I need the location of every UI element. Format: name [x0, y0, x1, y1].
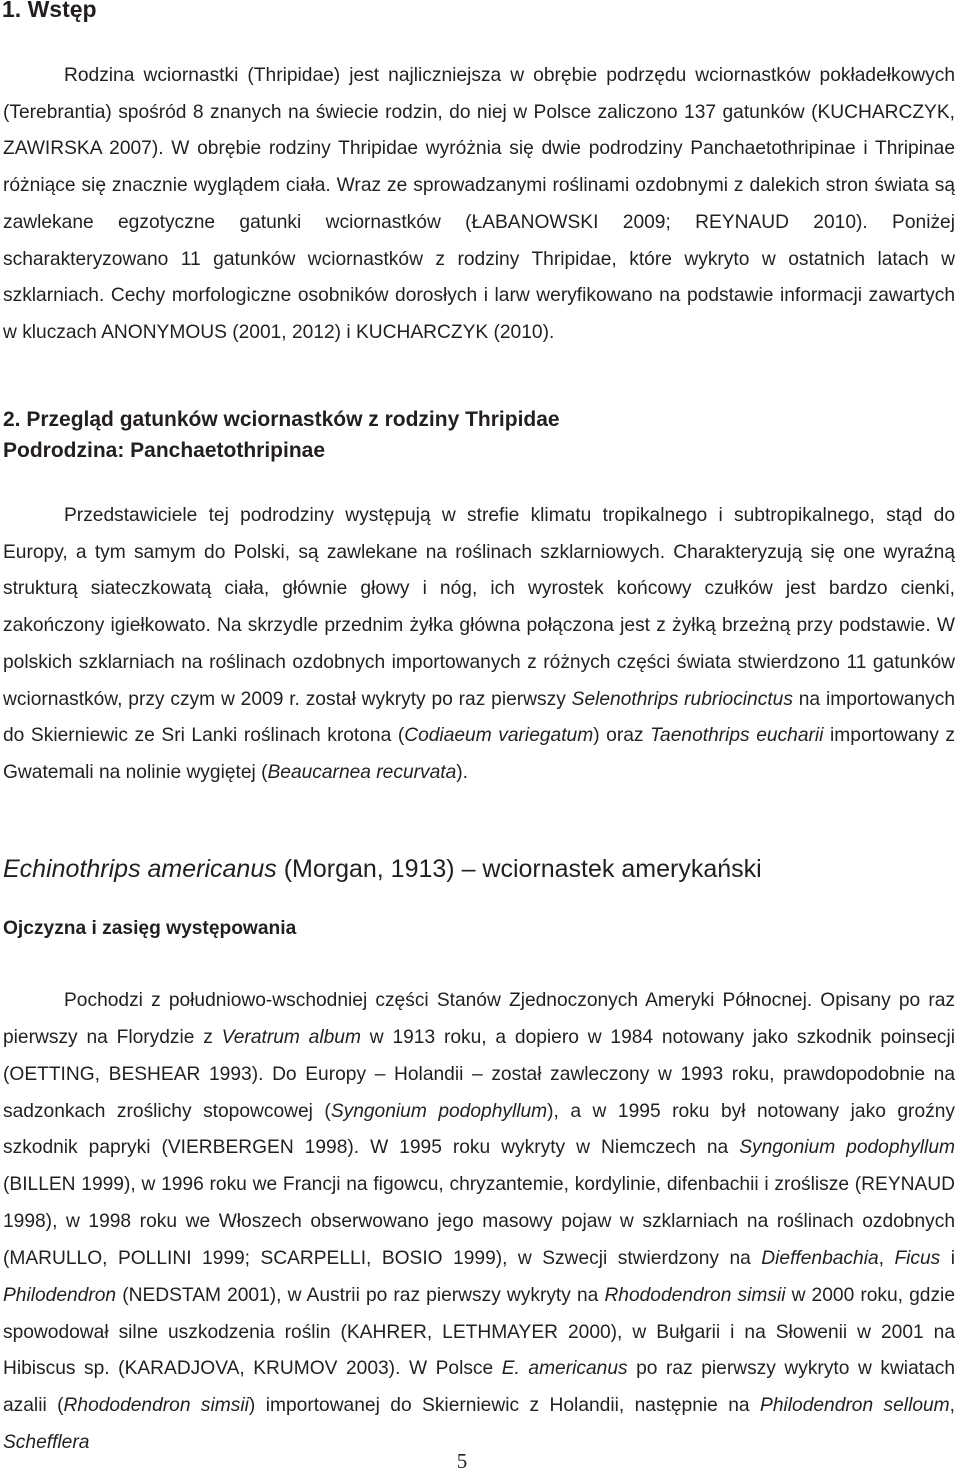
species-name: Taenothrips eucharii: [650, 725, 824, 747]
species-name: Codiaeum variegatum: [404, 725, 594, 747]
species-name: E. americanus: [501, 1358, 628, 1380]
text-run: (NEDSTAM 2001), w Austrii po raz pierwszy wykryty na: [116, 1284, 605, 1306]
subfamily-paragraph: [3, 498, 955, 792]
text-run: Pochodzi z południowo-wschodniej części Stanów Zjednoczonych Ameryki Północnej. Opisany po raz pierwszy na Florydzie z: [3, 990, 955, 1048]
text-run: w 1913 roku, a dopiero w 1984 notowany jako szkodnik poinsecji (OETTING, BESHEAR 1993). Do Europy – Holandii – został zawleczony w 1993 roku, prawdopodobnie na sadzonkach zroślichy stopowcowej (: [3, 1026, 955, 1122]
species-name: Rhododendron simsii: [604, 1284, 786, 1306]
origin-heading: Ojczyzna i zasięg występowania: [3, 918, 297, 939]
text-run: importowany z Gwatemali na nolinie wygiętej (: [3, 725, 955, 783]
species-name: Philodendron: [3, 1284, 117, 1306]
origin-paragraph: [3, 983, 955, 1462]
subfamily-title: Podrodzina: Panchaetothripinae: [3, 439, 326, 462]
text-run: ) importowanej do Skierniewic z Holandii, następnie na: [248, 1395, 761, 1417]
intro-paragraph: Rodzina wciornastki (Thripidae) jest najliczniejsza w obrębie podrzędu wciornastków pokładełkowych (Terebrantia) spośród 8 znanych na świecie rodzin, do niej w Polsce zaliczono 137 gatunków (KUCHARCZYK, ZAWIRSKA 2007). W obrębie rodziny Thripidae wyróżnia się dwie podrodziny Panchaetothripinae i Thripinae różniące się znacznie wyglądem ciała. Wraz ze sprowadzanymi roślinami ozdobnymi z dalekich stron świata są zawlekane egzotyczne gatunki wciornastków (ŁABANOWSKI 2009; REYNAUD 2010). Poniżej scharakteryzowano 11 gatunków wciornastków z rodziny Thripidae, które wykryto w ostatnich latach w szklarniach. Cechy morfologiczne osobników dorosłych i larw weryfikowano na podstawie informacji zawartych w kluczach ANONYMOUS (2001, 2012) i KUCHARCZYK (2010).: [3, 65, 955, 343]
species-heading-rest: (Morgan, 1913) – wciornastek amerykański: [276, 855, 762, 883]
species-name: Philodendron selloum: [760, 1395, 950, 1417]
text-run: na importowanych do Skierniewic ze Sri Lanki roślinach krotona (: [3, 688, 955, 747]
text-run: ,: [949, 1395, 956, 1417]
species-name: Rhododendron simsii: [63, 1395, 249, 1417]
section-title-species-review: 2. Przegląd gatunków wciornastków z rodziny Thripidae: [3, 408, 560, 431]
species-name: Syngonium podophyllum: [330, 1100, 548, 1122]
species-name: Beaucarnea recurvata: [267, 761, 457, 783]
text-run: ,: [878, 1247, 895, 1269]
species-name: Selenothrips rubriocinctus: [571, 688, 793, 710]
species-heading: [3, 852, 762, 886]
species-name: Schefflera: [3, 1432, 90, 1454]
species-latin-name: Echinothrips americanus: [3, 855, 277, 883]
species-name: Ficus: [894, 1247, 941, 1269]
species-name: Syngonium podophyllum: [739, 1137, 955, 1159]
text-run: w 2000 roku, gdzie spowodował silne uszkodzenia roślin (KAHRER, LETHMAYER 2000), w Bułgarii i na Słowenii w 2001 na Hibiscus sp. (KARADJOVA, KRUMOV 2003). W Polsce: [3, 1284, 955, 1380]
text-run: ) oraz: [593, 725, 651, 747]
text-run: ), a w 1995 roku był notowany jako groźny szkodnik papryki (VIERBERGEN 1998). W 1995 roku wykryty w Niemczech na: [3, 1100, 955, 1159]
text-run: (BILLEN 1999), w 1996 roku we Francji na figowcu, chryzantemie, kordylinie, difenbachii i zroślisze (REYNAUD 1998), w 1998 roku we Włoszech obserwowano jego masowy pojaw w szklarniach na roślinach ozdobnych (MARULLO, POLLINI 1999; SCARPELLI, BOSIO 1999), w Szwecji stwierdzony na: [3, 1174, 955, 1269]
text-run: i: [940, 1247, 956, 1269]
text-run: Przedstawiciele tej podrodziny występują w strefie klimatu tropikalnego i subtropikalnego, stąd do Europy, a tym samym do Polski, są zawlekane na roślinach szklarniowych. Charakteryzują się one wyraźną strukturą siateczkowatą ciała, głównie głowy i nóg, ich wyrostek końcowy czułków jest bardzo cienki, zakończony igiełkowato. Na skrzydle przednim żyłka główna połączona jest z żyłką brzeżną przy podstawie. W polskich szklarniach na roślinach ozdobnych importowanych z różnych części świata stwierdzono 11 gatunków wciornastków, przy czym w 2009 r. został wykryty po raz pierwszy: [3, 505, 955, 710]
species-name: Veratrum album: [221, 1026, 361, 1048]
text-run: po raz pierwszy wykryto w kwiatach azalii (: [3, 1358, 956, 1417]
text-run: ).: [456, 761, 469, 783]
page-number: 5: [456, 1449, 468, 1473]
species-name: Dieffenbachia: [761, 1247, 879, 1269]
section-title-introduction: 1. Wstęp: [2, 0, 97, 22]
